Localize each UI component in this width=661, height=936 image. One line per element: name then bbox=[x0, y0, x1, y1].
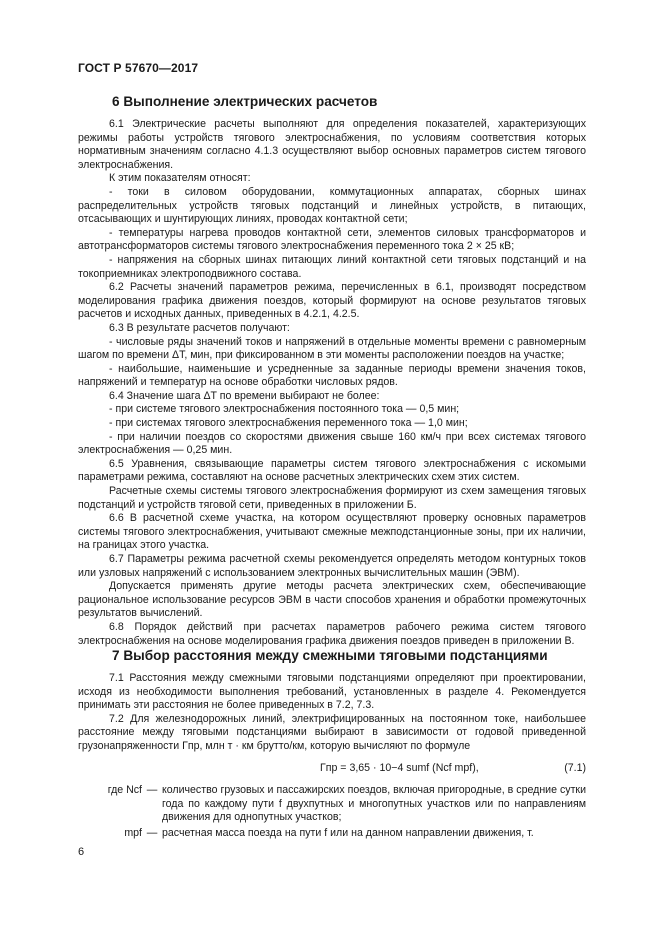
formula-definitions bbox=[78, 784, 586, 842]
section-6-body bbox=[78, 118, 586, 648]
section-6-heading: 6 Выполнение электрических расчетов bbox=[112, 94, 378, 109]
paragraph: К этим показателям относят: bbox=[109, 172, 251, 185]
paragraph: 6.5 Уравнения, связывающие параметры систем тягового электроснабжения с искомыми параметрами режима, составляют на основе расчетных электрических схем этих систем. bbox=[78, 457, 586, 484]
section-7-body bbox=[78, 672, 586, 754]
page-number: 6 bbox=[78, 846, 85, 858]
paragraph: - при системах тягового электроснабжения переменного тока — 1,0 мин; bbox=[109, 417, 468, 430]
definition-symbol bbox=[78, 784, 142, 825]
paragraph: - напряжения на сборных шинах питающих линий контактной сети тяговых подстанций и на токоприемниках электроподвижного состава. bbox=[78, 253, 586, 280]
definition-symbol-text: Ncf bbox=[126, 784, 142, 796]
paragraph: - при наличии поездов со скоростями движения свыше 160 км/ч при всех системах тягового электроснабжения — 0,25 мин. bbox=[78, 430, 586, 457]
formula-number: (7.1) bbox=[564, 762, 586, 774]
paragraph: - температуры нагрева проводов контактной сети, элементов силовых трансформаторов и автотрансформаторов системы тягового электроснабжения переменного тока 2 × 25 кВ; bbox=[78, 226, 586, 253]
paragraph: - числовые ряды значений токов и напряжений в отдельные моменты времени с равномерным шагом по времени ΔT, мин, при фиксированном в эти моменты расположении поездов на участке; bbox=[78, 335, 586, 362]
paragraph: 6.3 В результате расчетов получают: bbox=[109, 321, 290, 334]
document-header: ГОСТ Р 57670—2017 bbox=[78, 61, 199, 75]
paragraph: Допускается применять другие методы расчета электрических схем, обеспечивающие рациональное использование ресурсов ЭВМ в части способов хранения и обработки промежуточных результатов вычислений. bbox=[78, 580, 586, 620]
paragraph: 7.1 Расстояния между смежными тяговыми подстанциями определяют при проектировании, исходя из необходимости выполнения требований, установленных в разделе 4. Рекомендуется принимать эти расстояния не более приведенных в 7.2, 7.3. bbox=[78, 672, 586, 712]
paragraph: - токи в силовом оборудовании, коммутационных аппаратах, сборных шинах распределительных устройств тяговых подстанций и линейных устройств, в питающих, отсасывающих и шунтирующих линиях, проводах контактной сети; bbox=[78, 185, 586, 226]
definition-item bbox=[78, 784, 586, 825]
paragraph: - при системе тягового электроснабжения постоянного тока — 0,5 мин; bbox=[109, 403, 460, 416]
definition-symbol bbox=[78, 827, 142, 841]
definition-text: расчетная масса поезда на пути f или на данном направлении движения, т. bbox=[162, 826, 534, 839]
paragraph: 7.2 Для железнодорожных линий, электрифицированных на постоянном токе, наибольшее расстояние между тяговыми подстанциями выбирают в зависимости от годовой приведенной грузонапряженности Гпр, млн т · км брутто/км, которую вычисляют по формуле bbox=[78, 712, 586, 752]
section-7-heading: 7 Выбор расстояния между смежными тяговыми подстанциями bbox=[112, 648, 548, 663]
paragraph: 6.6 В расчетной схеме участка, на котором осуществляют проверку основных параметров системы тягового электроснабжения, учитывают смежные межподстанционные зоны, при их наличии, на границах этого участка. bbox=[78, 512, 586, 552]
paragraph: 6.1 Электрические расчеты выполняют для определения показателей, характеризующих режимы работы устройств тягового электроснабжения, по условиям соответствия которых нормативным значениям согласно 4.1.3 осуществляют выбор основных параметров систем тягового электроснабжения. bbox=[78, 118, 586, 171]
definition-lead: где bbox=[107, 784, 124, 796]
paragraph: Расчетные схемы системы тягового электроснабжения формируют из схем замещения тяговых подстанций и устройств тяговой сети, приведенных в приложении Б. bbox=[78, 485, 586, 511]
formula-expression: Гпр = 3,65 · 10−4 sumf (Ncf mpf), bbox=[320, 762, 479, 774]
definition-dash: — bbox=[146, 784, 158, 796]
paragraph: - наибольшие, наименьшие и усредненные за заданные периоды времени значения токов, напряжений и температур на основе обработки числовых рядов. bbox=[78, 362, 586, 389]
definition-dash: — bbox=[146, 826, 158, 839]
definition-symbol-text: mpf bbox=[124, 826, 142, 839]
definition-item bbox=[78, 827, 586, 841]
definition-text: количество грузовых и пассажирских поездов, включая пригородные, в средние сутки года по каждому пути f двухпутных и многопутных участков или по направлениям движения для однопутных участков; bbox=[162, 784, 586, 824]
paragraph: 6.8 Порядок действий при расчетах параметров рабочего режима систем тягового электроснабжения на основе моделирования графика движения поездов приведен в приложении В. bbox=[78, 620, 586, 647]
paragraph: 6.7 Параметры режима расчетной схемы рекомендуется определять методом контурных токов или узловых напряжений с использованием электронных вычислительных машин (ЭВМ). bbox=[78, 553, 586, 579]
paragraph: 6.4 Значение шага ΔT по времени выбирают не более: bbox=[109, 389, 380, 402]
paragraph: 6.2 Расчеты значений параметров режима, перечисленных в 6.1, производят посредством моделирования графика движения поездов, который формируют на основе результатов тяговых расчетов и исходных данных, приведенных в 4.2.1, 4.2.5. bbox=[78, 281, 586, 321]
